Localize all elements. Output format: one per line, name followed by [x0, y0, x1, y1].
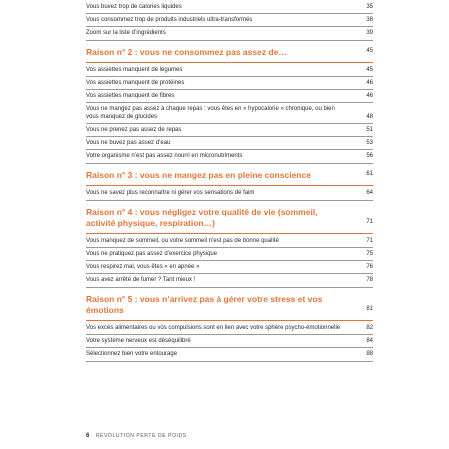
- toc-entry: [86, 3, 373, 11]
- section-title: Raison n° 4 : vous négligez votre qualité de vie (sommeil, activité physique, respiration…): [86, 207, 318, 228]
- toc-entry-text: Vous avez arrêté de fumer ? Tant mieux !: [86, 277, 196, 283]
- toc-entry-text: Vos assiettes manquent de légumes: [86, 67, 183, 73]
- toc-entry-text: Vous ne pratiquez pas assez d’exercice physique: [86, 251, 218, 257]
- toc-entry-page: 75: [366, 251, 373, 257]
- toc-entry: [86, 105, 373, 121]
- toc-entry: [86, 350, 373, 358]
- toc-entry: [86, 337, 373, 345]
- toc-entry-page: 78: [366, 277, 373, 283]
- toc-entry-page: 84: [366, 338, 373, 344]
- section-heading: [86, 170, 373, 181]
- toc-entry-page: 46: [366, 93, 373, 99]
- toc-entry-page: 39: [366, 30, 373, 36]
- table-of-contents: [86, 0, 373, 362]
- toc-entry: [86, 29, 373, 37]
- toc-entry: [86, 152, 373, 160]
- toc-entry: [86, 237, 373, 245]
- section-title: Raison n° 3 : vous ne mangez pas en pleine conscience: [86, 170, 311, 180]
- toc-entry-text: Vous ne mangez pas assez à chaque repas : vous êtes en « hypocalorie » chronique, ou bien vous manquez de glucides: [86, 106, 335, 120]
- toc-entry-text: Zoom sur la liste d’ingrédients: [86, 30, 166, 36]
- toc-entry-page: 71: [366, 238, 373, 244]
- toc-entry-text: Votre système nerveux est déséquilibré: [86, 338, 191, 344]
- toc-entry-text: Vous consommez trop de produits industriels ultra-transformés: [86, 17, 253, 23]
- toc-entry-page: 48: [366, 114, 373, 120]
- toc-entry-page: 53: [366, 140, 373, 146]
- toc-entry-text: Vous ne prenez pas assez de repas: [86, 127, 182, 133]
- toc-entry-text: Sélectionnez bien votre entourage: [86, 351, 178, 357]
- toc-entry-page: 56: [366, 153, 373, 159]
- section-heading: [86, 207, 373, 229]
- toc-entry-text: Vous buvez trop de calories liquides: [86, 4, 182, 10]
- toc-entry-page: 46: [366, 80, 373, 86]
- toc-entry-page: 64: [366, 190, 373, 196]
- section-title: Raison n° 5 : vous n’arrivez pas à gérer votre stress et vos émotions: [86, 294, 323, 315]
- toc-entry-text: Vous manquez de sommeil, ou votre sommeil n’est pas de bonne qualité: [86, 238, 279, 244]
- toc-entry: [86, 16, 373, 24]
- toc-entry-text: Vos assiettes manquent de protéines: [86, 80, 185, 86]
- section-page: 81: [366, 306, 373, 312]
- section-page: 71: [366, 219, 373, 225]
- toc-entry-page: 82: [366, 325, 373, 331]
- toc-entry-text: Votre organisme n’est pas assez nourri en micronutriments: [86, 153, 243, 159]
- toc-entry-text: Vos excès alimentaires ou vos compulsions sont en lien avec votre sphère psycho-émotionnelle: [86, 325, 341, 331]
- toc-entry: [86, 263, 373, 271]
- toc-entry-text: Vous respirez mal, vous êtes « en apnée »: [86, 264, 200, 270]
- section-page: 45: [366, 48, 373, 54]
- toc-entry: [86, 66, 373, 74]
- page-footer: [86, 433, 187, 439]
- section-title: Raison n° 2 : vous ne consommez pas assez de…: [86, 47, 287, 57]
- toc-entry-page: 38: [366, 17, 373, 23]
- toc-entry: [86, 276, 373, 284]
- running-title: RÉVOLUTION PERTE DE POIDS: [95, 433, 187, 439]
- entry-divider: [86, 361, 373, 362]
- toc-entry-page: 88: [366, 351, 373, 357]
- toc-entry: [86, 189, 373, 197]
- toc-entry: [86, 250, 373, 258]
- section-page: 61: [366, 171, 373, 177]
- toc-entry-page: 45: [366, 67, 373, 73]
- page-number: 6: [86, 433, 90, 439]
- toc-entry: [86, 126, 373, 134]
- toc-entry: [86, 139, 373, 147]
- section-heading: [86, 294, 373, 316]
- toc-entry-page: 76: [366, 264, 373, 270]
- toc-entry: [86, 324, 373, 332]
- toc-entry-page: 35: [366, 4, 373, 10]
- toc-entry-text: Vous ne buvez pas assez d’eau: [86, 140, 171, 146]
- toc-entry-page: 51: [366, 127, 373, 133]
- toc-entry-text: Vos assiettes manquent de fibres: [86, 93, 175, 99]
- toc-entry: [86, 92, 373, 100]
- section-heading: [86, 47, 373, 58]
- toc-entry: [86, 79, 373, 87]
- toc-entry-text: Vous ne savez plus reconnaître ni gérer vos sensations de faim: [86, 190, 255, 196]
